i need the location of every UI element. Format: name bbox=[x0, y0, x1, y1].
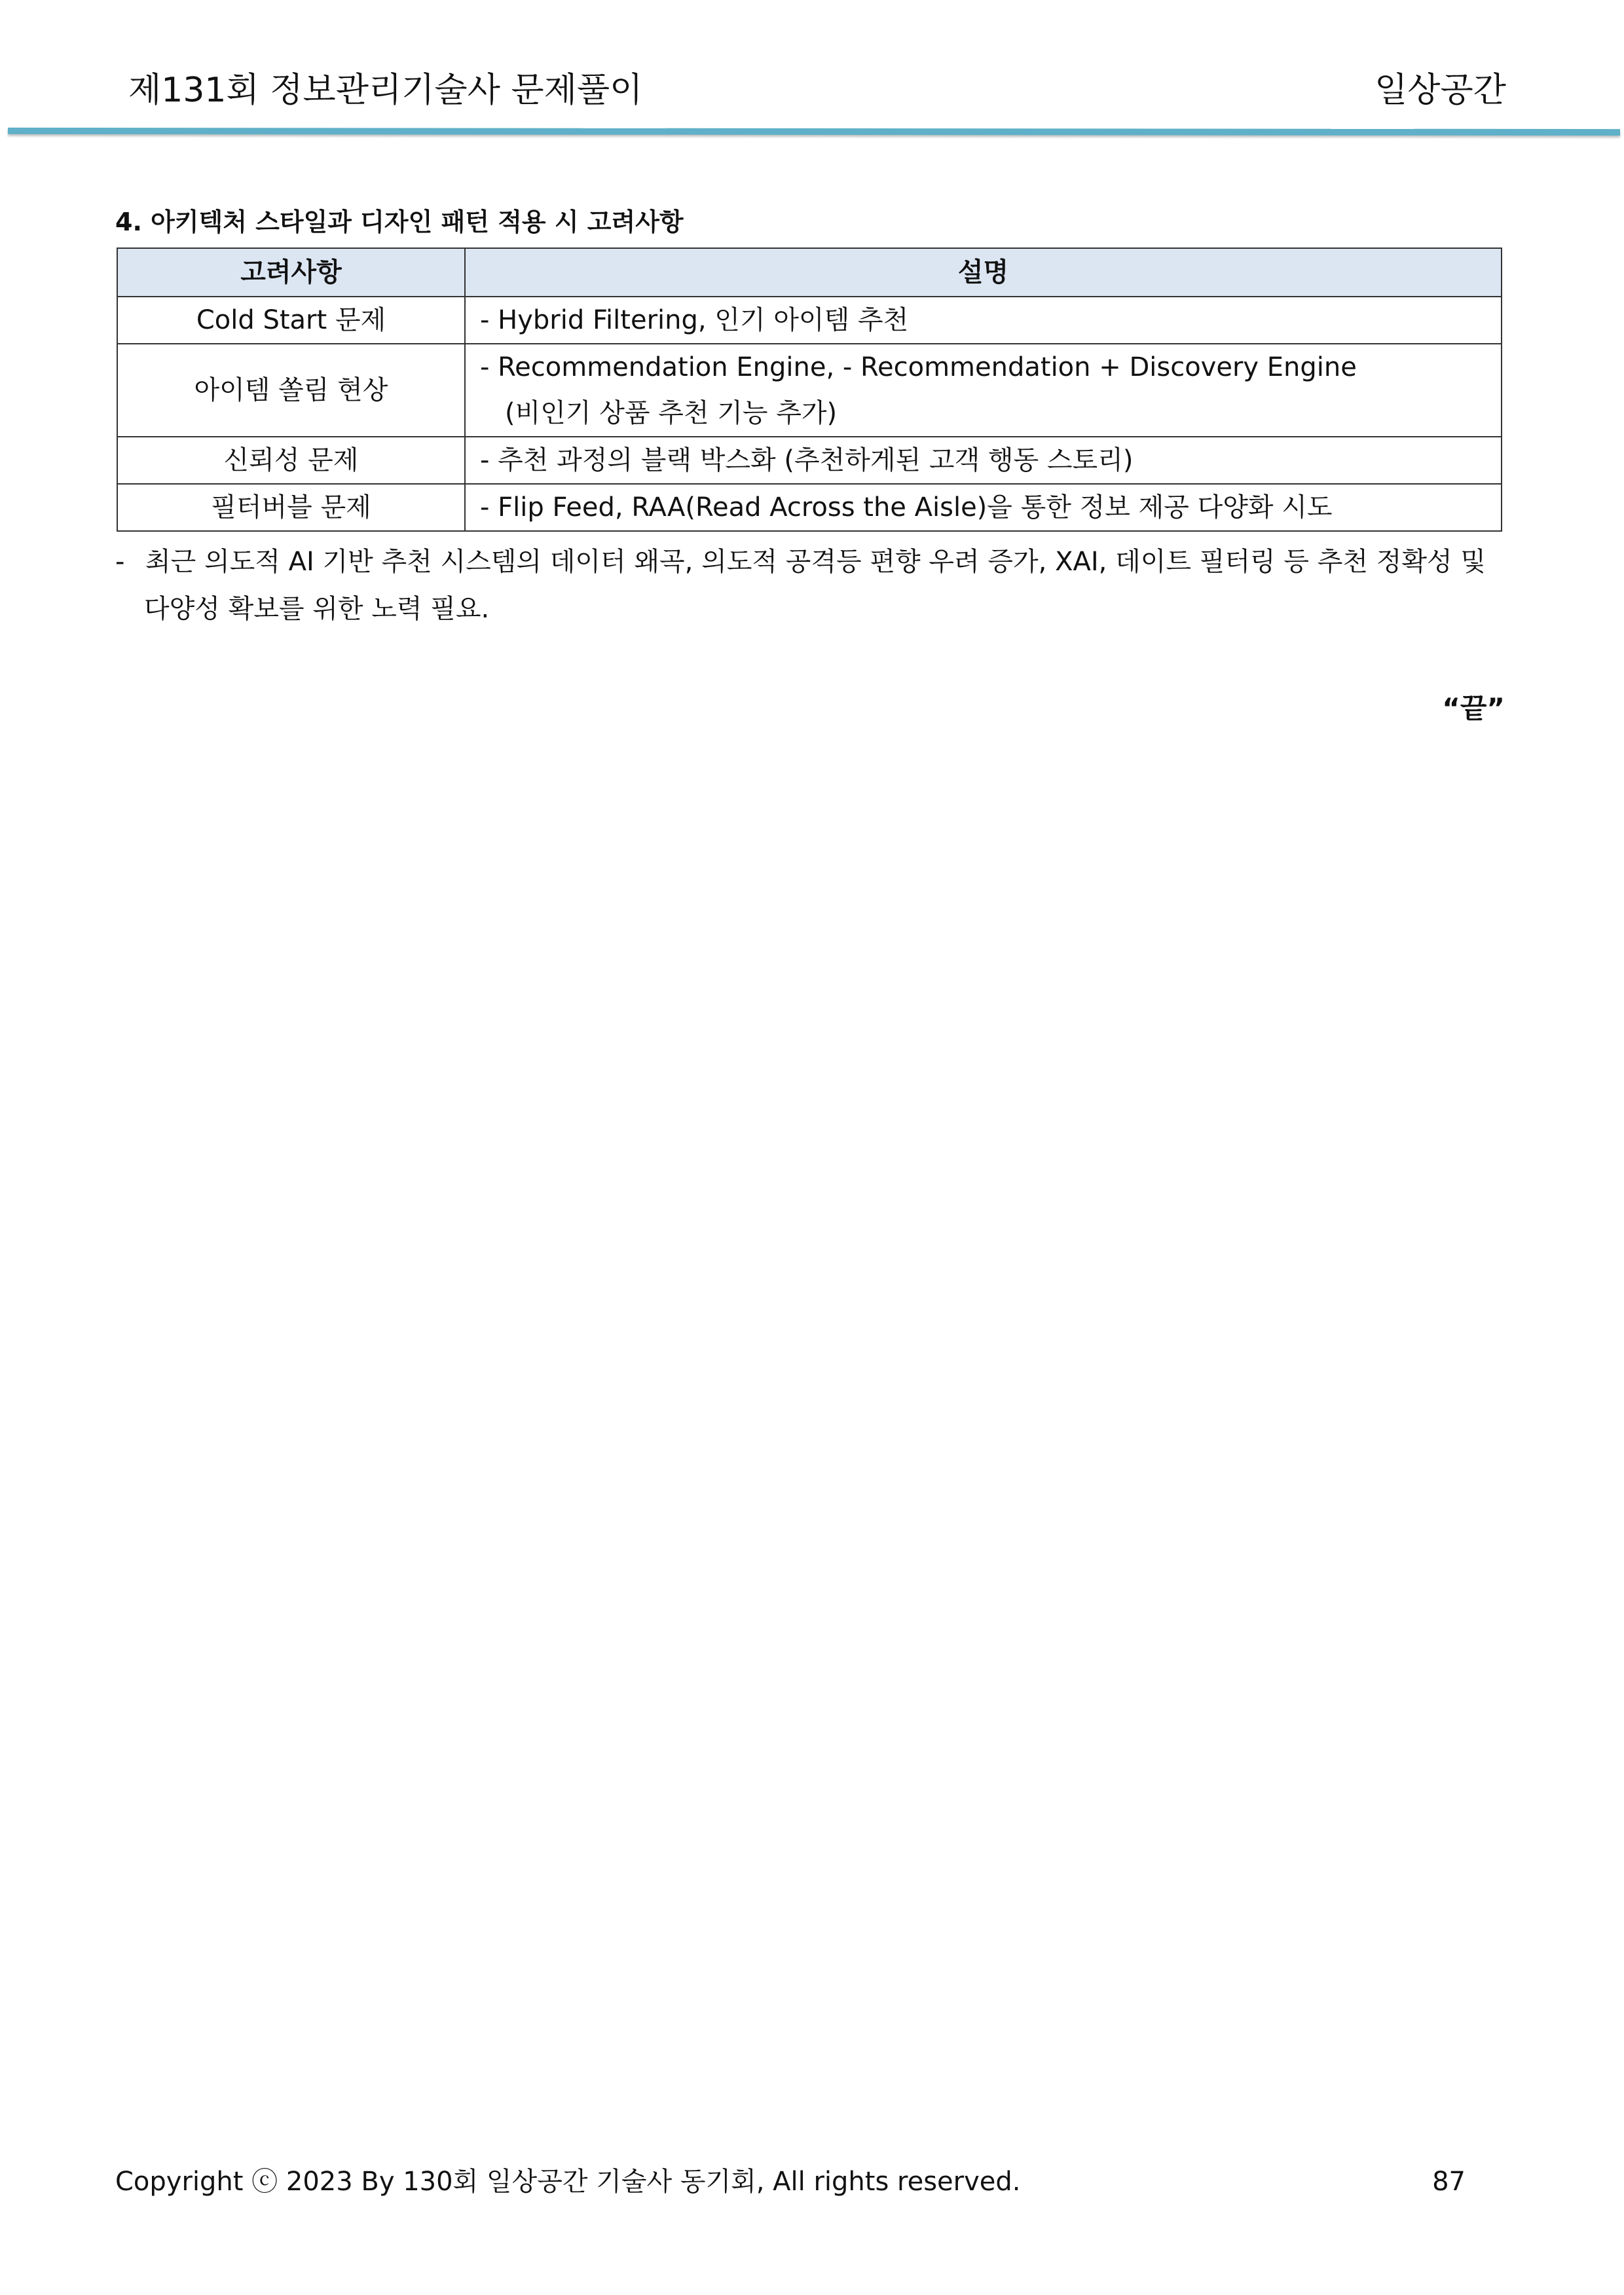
description-line: - Recommendation Engine, - Recommendation + Discovery Engine bbox=[480, 352, 1357, 382]
column-header-description: 설명 bbox=[465, 248, 1502, 297]
description-cell: - Hybrid Filtering, 인기 아이템 추천 bbox=[465, 297, 1502, 344]
end-mark: “끝” bbox=[1442, 692, 1505, 724]
considerations-table bbox=[117, 248, 1502, 532]
column-header-consideration: 고려사항 bbox=[117, 248, 465, 297]
header-divider bbox=[8, 128, 1620, 136]
document-title: 제131회 정보관리기술사 문제풀이 bbox=[128, 71, 643, 110]
description-cell bbox=[465, 344, 1502, 437]
copyright-text: Copyright ⓒ 2023 By 130회 일상공간 기술사 동기회, All rights reserved. bbox=[115, 2167, 1021, 2197]
page-header bbox=[0, 0, 1624, 144]
consideration-cell: 필터버블 문제 bbox=[117, 484, 465, 531]
table-row bbox=[117, 297, 1502, 344]
description-cell: - 추천 과정의 블랙 박스화 (추천하게된 고객 행동 스토리) bbox=[465, 437, 1502, 484]
consideration-cell: Cold Start 문제 bbox=[117, 297, 465, 344]
note-text: 최근 의도적 AI 기반 추천 시스템의 데이터 왜곡, 의도적 공격등 편향 우려 증가, XAI, 데이트 필터링 등 추천 정확성 및 다양성 확보를 위한 노력 필요. bbox=[144, 547, 1486, 624]
table-row bbox=[117, 344, 1502, 437]
consideration-cell: 아이템 쏠림 현상 bbox=[117, 344, 465, 437]
description-cell: - Flip Feed, RAA(Read Across the Aisle)을 통한 정보 제공 다양화 시도 bbox=[465, 484, 1502, 531]
note-bullet: - bbox=[115, 547, 125, 577]
table-row bbox=[117, 437, 1502, 484]
publisher-label: 일상공간 bbox=[1375, 71, 1506, 110]
description-line: (비인기 상품 추천 기능 추가) bbox=[505, 398, 838, 428]
table-header-row bbox=[117, 248, 1502, 297]
page-number: 87 bbox=[1432, 2167, 1466, 2197]
consideration-cell: 신뢰성 문제 bbox=[117, 437, 465, 484]
section-heading: 4. 아키텍처 스타일과 디자인 패턴 적용 시 고려사항 bbox=[115, 208, 684, 236]
table-row bbox=[117, 484, 1502, 531]
summary-note bbox=[115, 538, 1505, 633]
